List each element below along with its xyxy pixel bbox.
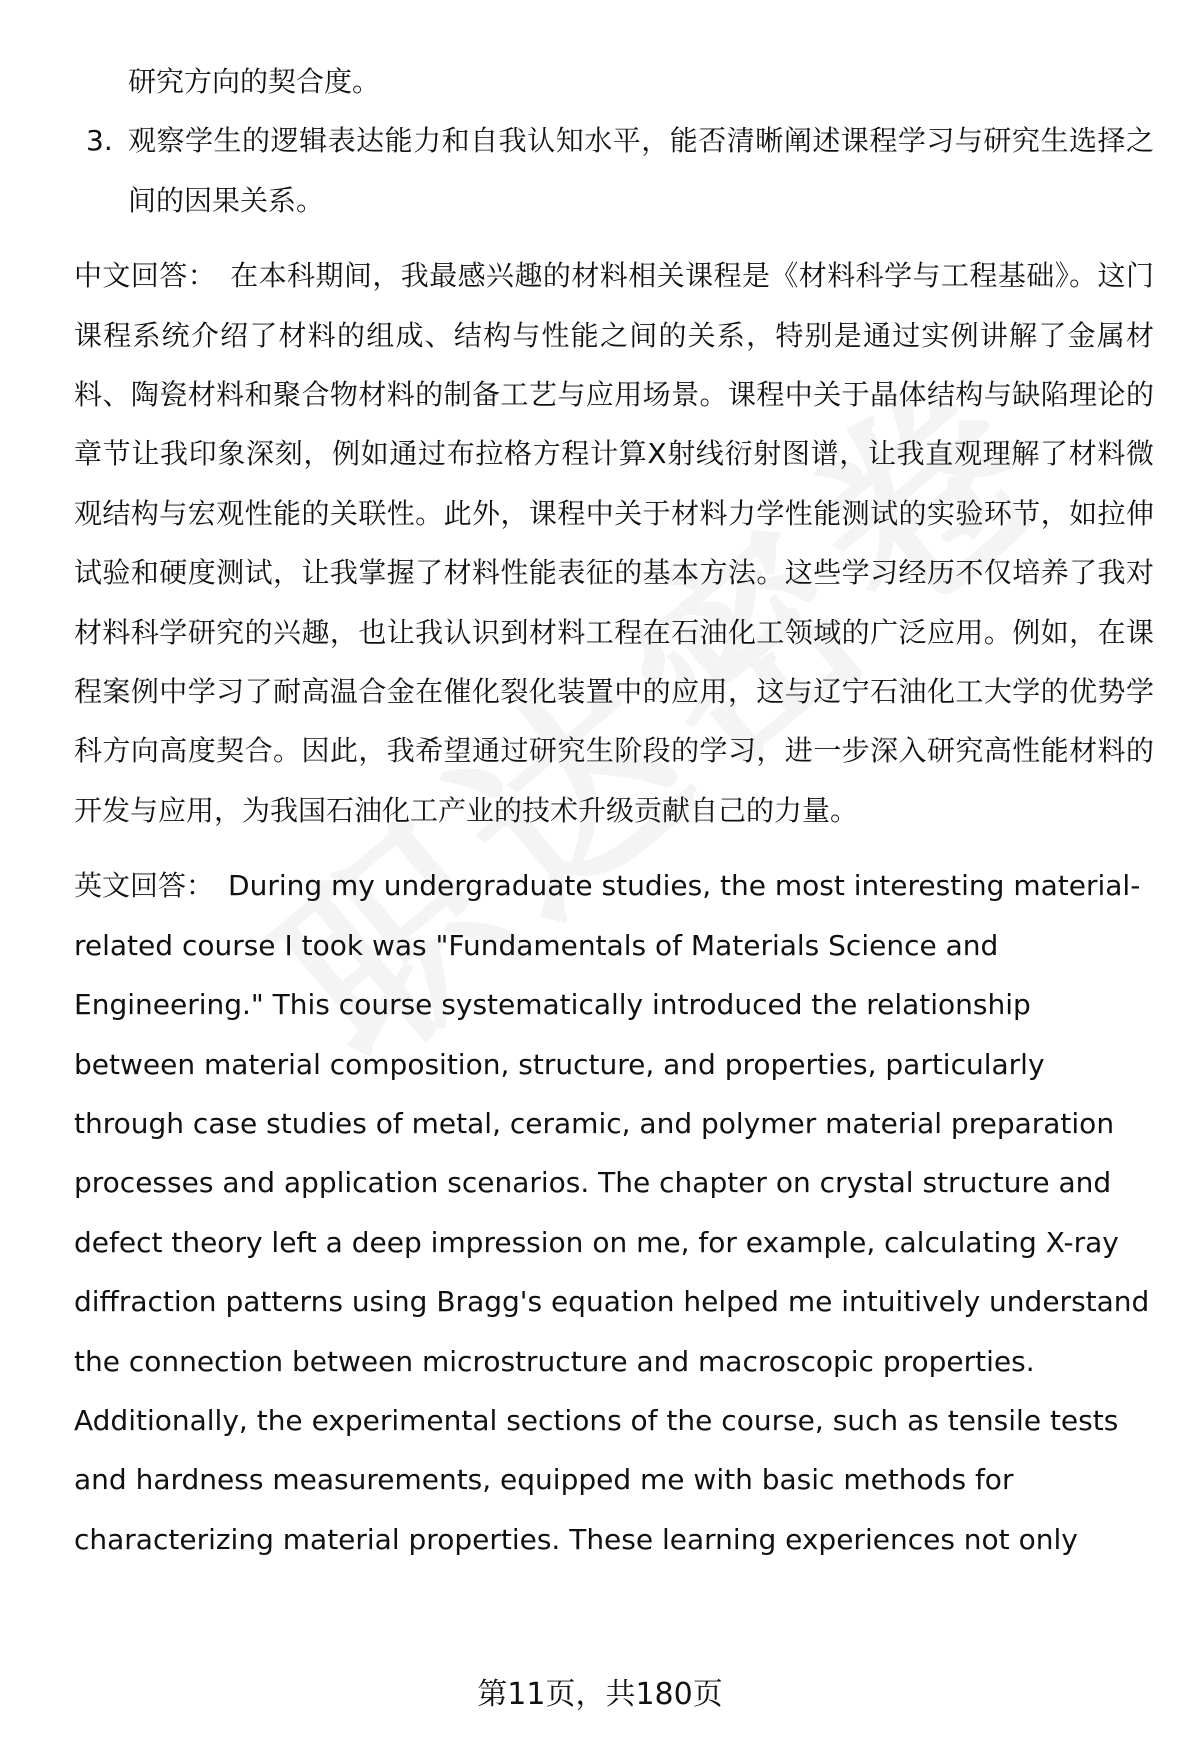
chinese-answer-paragraph: [74, 246, 1154, 840]
chinese-answer-label: 中文回答：: [74, 259, 217, 293]
list-item-3: [74, 111, 1154, 230]
english-answer-text: During my undergraduate studies, the most interesting material-related course I took was "Fundamentals of Materials Science and Engineering." This course systematically introduced the relationship between material composition, structure, and properties, particularly through case studies of metal, ceramic, and polymer material preparation processes and application scenarios. The chapter on crystal structure and defect theory left a deep impression on me, for example, calculating X-ray diffraction patterns using Bragg's equation helped me intuitively understand the connection between microstructure and macroscopic properties. Additionally, the experimental sections of the course, such as tensile tests and hardness measurements, equipped me with basic methods for characterizing material properties. These learning experiences not only: [74, 869, 1150, 1556]
page-indicator: 第11页，共180页: [477, 1677, 723, 1712]
chinese-answer-text: 在本科期间，我最感兴趣的材料相关课程是《材料科学与工程基础》。这门课程系统介绍了材料的组成、结构与性能之间的关系，特别是通过实例讲解了金属材料、陶瓷材料和聚合物材料的制备工艺与应用场景。课程中关于晶体结构与缺陷理论的章节让我印象深刻，例如通过布拉格方程计算X射线衍射图谱，让我直观理解了材料微观结构与宏观性能的关联性。此外，课程中关于材料力学性能测试的实验环节，如拉伸试验和硬度测试，让我掌握了材料性能表征的基本方法。这些学习经历不仅培养了我对材料科学研究的兴趣，也让我认识到材料工程在石油化工领域的广泛应用。例如，在课程案例中学习了耐高温合金在催化裂化装置中的应用，这与辽宁石油化工大学的优势学科方向高度契合。因此，我希望通过研究生阶段的学习，进一步深入研究高性能材料的开发与应用，为我国石油化工产业的技术升级贡献自己的力量。: [74, 259, 1154, 827]
document-body: [74, 52, 1154, 1569]
spacer: [74, 230, 1154, 246]
continued-list-text: 研究方向的契合度。: [128, 65, 381, 98]
list-item-text: 观察学生的逻辑表达能力和自我认知水平，能否清晰阐述课程学习与研究生选择之间的因果关系。: [128, 124, 1154, 217]
english-answer-label: 英文回答：: [74, 869, 215, 903]
spacer: [74, 840, 1154, 856]
english-answer-paragraph: [74, 856, 1154, 1569]
list-item-number: 3.: [86, 124, 113, 158]
